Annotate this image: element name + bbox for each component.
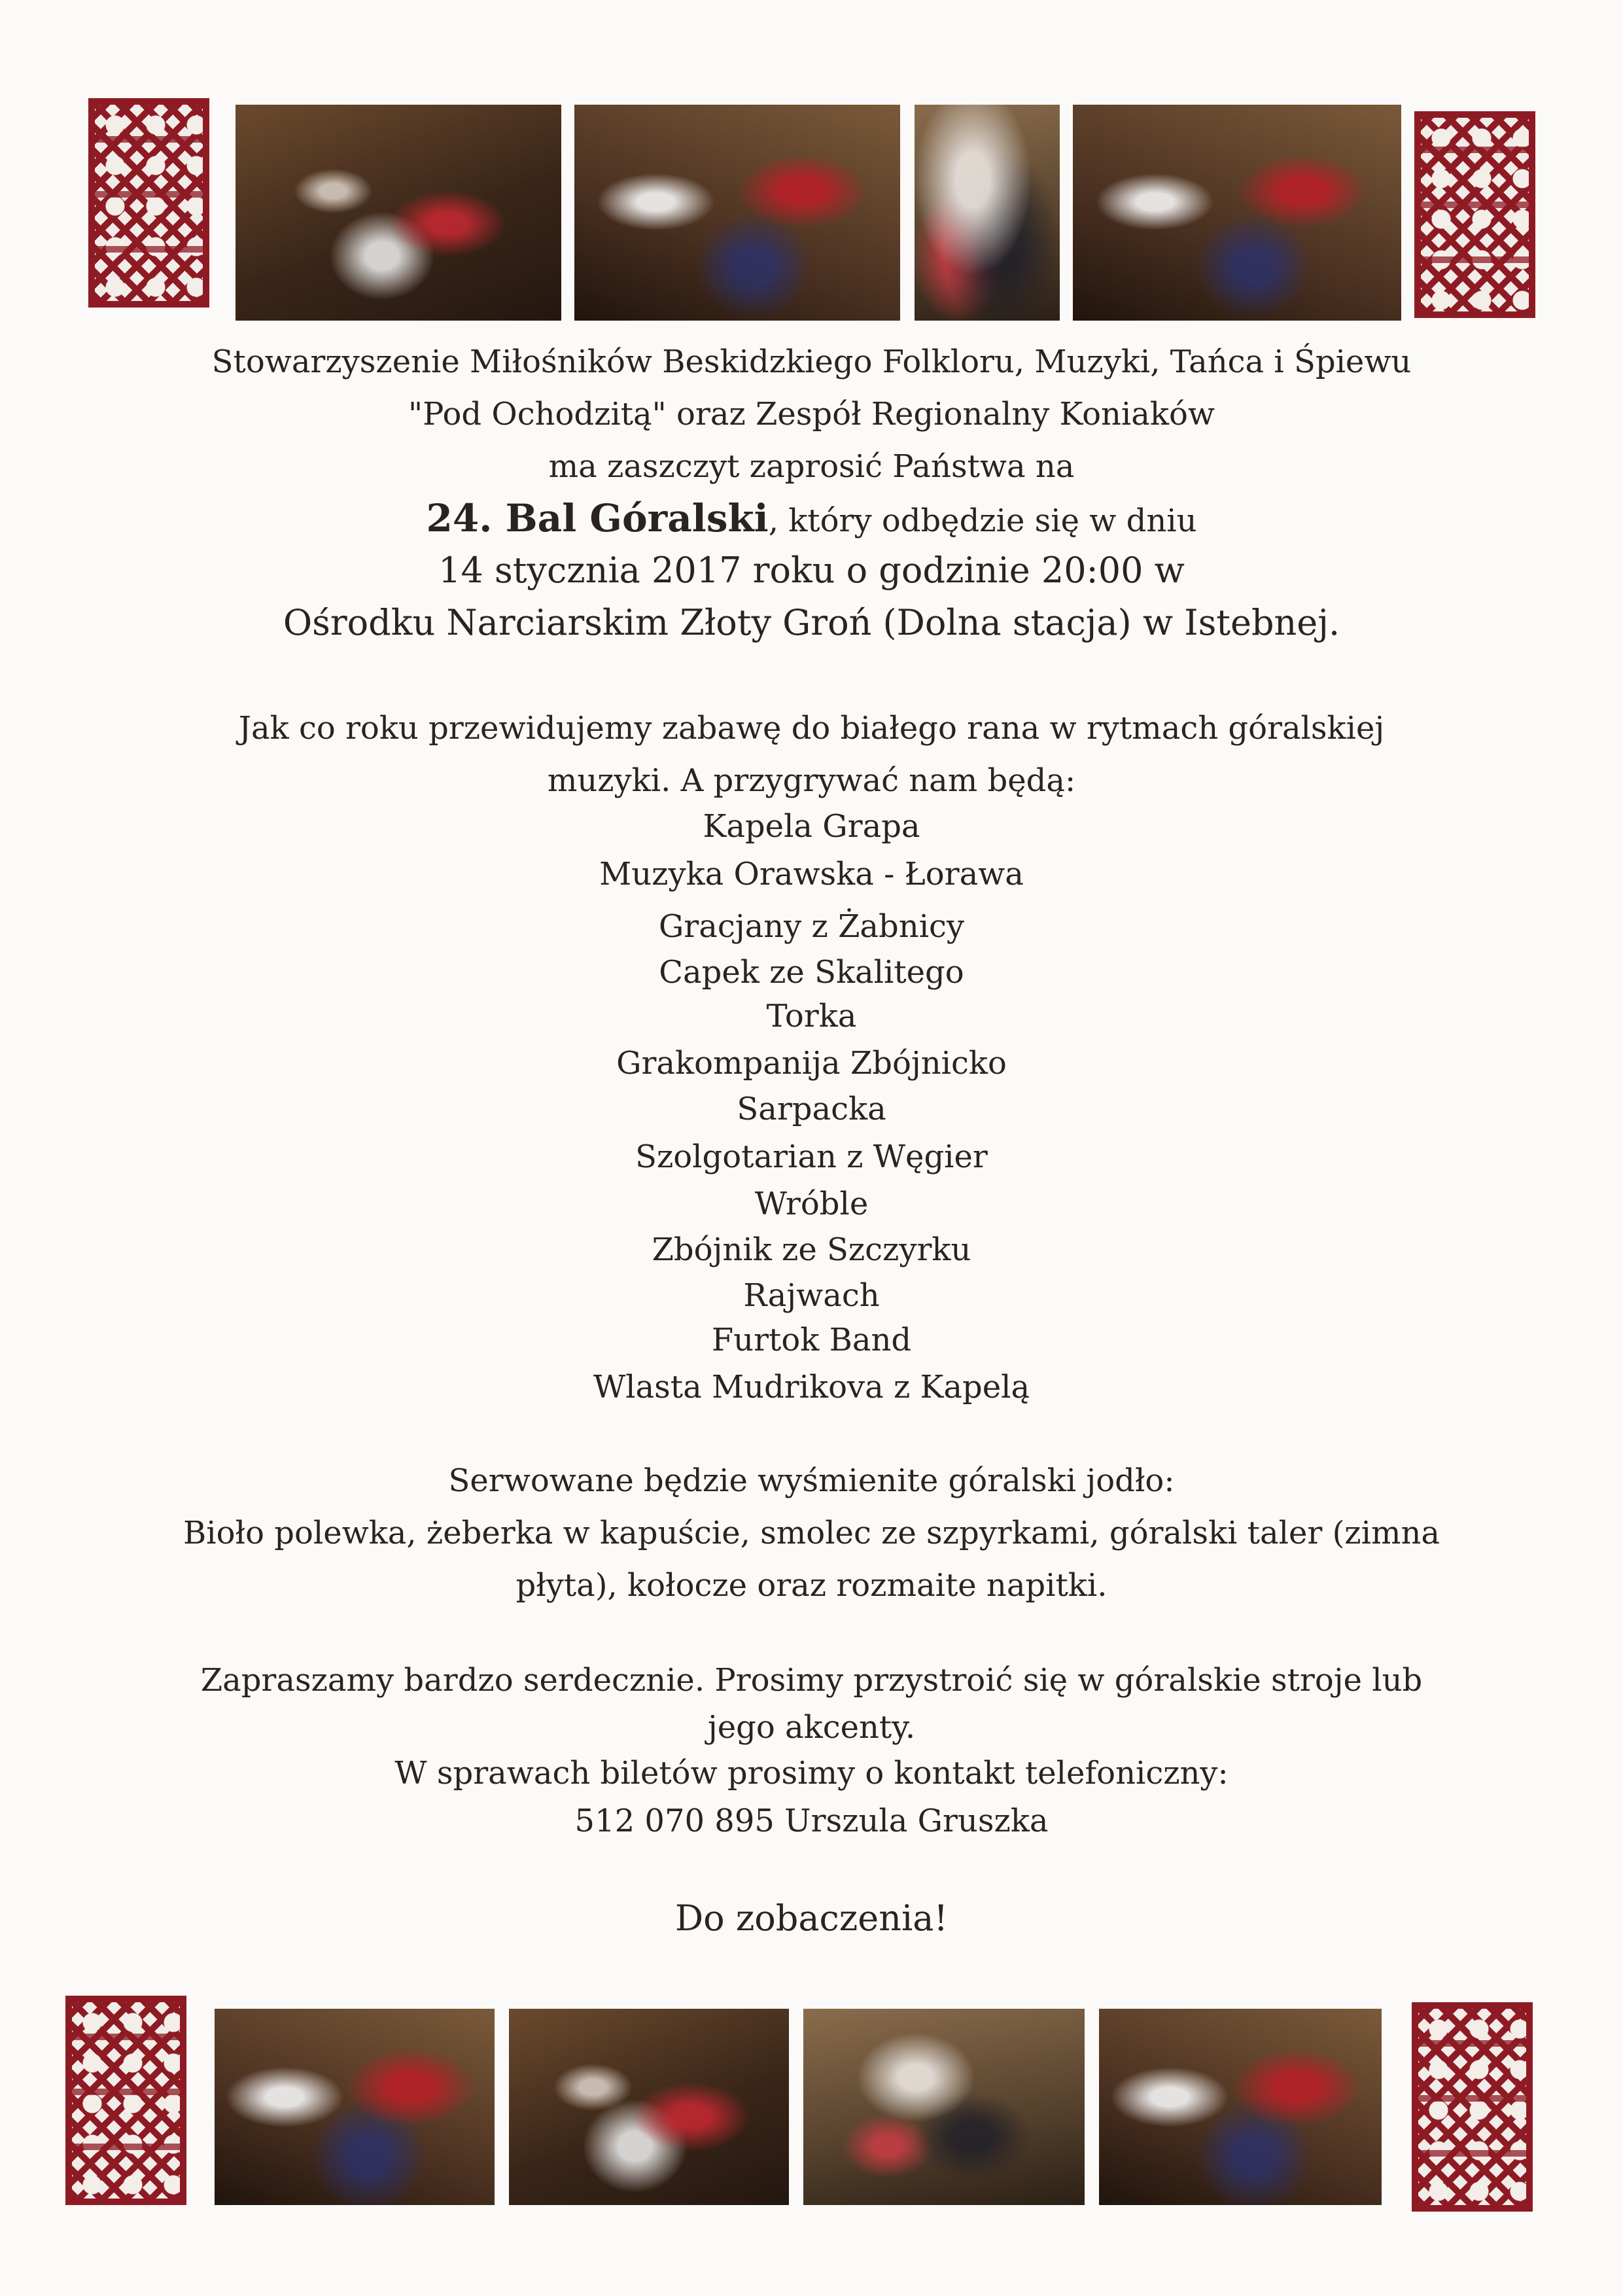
- contact-phone: 512 070 895 Urszula Gruszka: [574, 1803, 1049, 1839]
- singer-microphone-photo: [509, 2009, 789, 2205]
- event-venue: Ośrodku Narciarskim Złoty Groń (Dolna stacja) w Istebnej.: [283, 602, 1340, 643]
- band-item: Capek ze Skalitego: [659, 954, 964, 991]
- band-item: Muzyka Orawska - Łorawa: [599, 856, 1024, 892]
- event-date: 14 stycznia 2017 roku o godzinie 20:00 w: [438, 550, 1185, 591]
- food-line-1: Serwowane będzie wyśmienite góralski jodło:: [448, 1462, 1175, 1499]
- band-item: Furtok Band: [711, 1322, 912, 1358]
- circle-dance-photo: [803, 2009, 1085, 2205]
- embroidery-pattern-bottom-left: [65, 1996, 186, 2205]
- band-item: Zbójnik ze Szczyrku: [652, 1231, 971, 1268]
- food-line-2: Bioło polewka, żeberka w kapuście, smolec ze szpyrkami, góralski taler (zimna: [183, 1515, 1440, 1551]
- closing-line-1: Zapraszamy bardzo serdecznie. Prosimy przystroić się w góralskie stroje lub: [200, 1662, 1423, 1699]
- dancing-couples-photo: [915, 105, 1060, 321]
- intro-line-3: ma zaszczyt zaprosić Państwa na: [548, 448, 1075, 485]
- band-item: Wlasta Mudrikova z Kapelą: [593, 1369, 1030, 1405]
- embroidery-pattern-top-right: [1414, 111, 1535, 318]
- event-title-line: [0, 496, 1623, 540]
- dancing-couple-photo: [574, 105, 900, 321]
- music-intro-line-1: Jak co roku przewidujemy zabawę do białego rana w rytmach góralskiej: [238, 710, 1385, 747]
- food-line-3: płyta), kołocze oraz rozmaite napitki.: [515, 1567, 1108, 1604]
- bottom-photo-strip: [0, 1996, 1623, 2212]
- musicians-band-photo: [1073, 105, 1401, 321]
- band-item: Rajwach: [743, 1277, 880, 1314]
- closing-line-2: jego akcenty.: [707, 1709, 916, 1746]
- band-item: Szolgotarian z Węgier: [635, 1139, 988, 1175]
- band-item: Gracjany z Żabnicy: [658, 908, 965, 945]
- intro-line-1: Stowarzyszenie Miłośników Beskidzkiego Folkloru, Muzyki, Tańca i Śpiewu: [211, 344, 1412, 380]
- band-item: Kapela Grapa: [703, 808, 920, 845]
- tickets-line: W sprawach biletów prosimy o kontakt telefoniczny:: [394, 1755, 1229, 1792]
- band-item: Sarpacka: [737, 1091, 886, 1127]
- music-intro-line-2: muzyki. A przygrywać nam będą:: [547, 762, 1076, 799]
- violinist-photo: [1099, 2009, 1382, 2205]
- band-item: Grakompanija Zbójnicko: [616, 1045, 1007, 1082]
- band-item: Wróble: [754, 1186, 869, 1222]
- embroidery-pattern-top-left: [88, 98, 209, 308]
- intro-line-2: "Pod Ochodzitą" oraz Zespół Regionalny Koniaków: [408, 396, 1215, 433]
- dancing-pair-photo: [215, 2009, 495, 2205]
- embroidery-pattern-bottom-right: [1412, 2002, 1533, 2212]
- banquet-hall-photo: [236, 105, 561, 321]
- event-suffix: , który odbędzie się w dniu: [768, 503, 1197, 539]
- band-item: Torka: [766, 998, 857, 1034]
- event-name: 24. Bal Góralski: [426, 496, 769, 540]
- farewell-text: Do zobaczenia!: [674, 1898, 949, 1939]
- top-photo-strip: [0, 98, 1623, 321]
